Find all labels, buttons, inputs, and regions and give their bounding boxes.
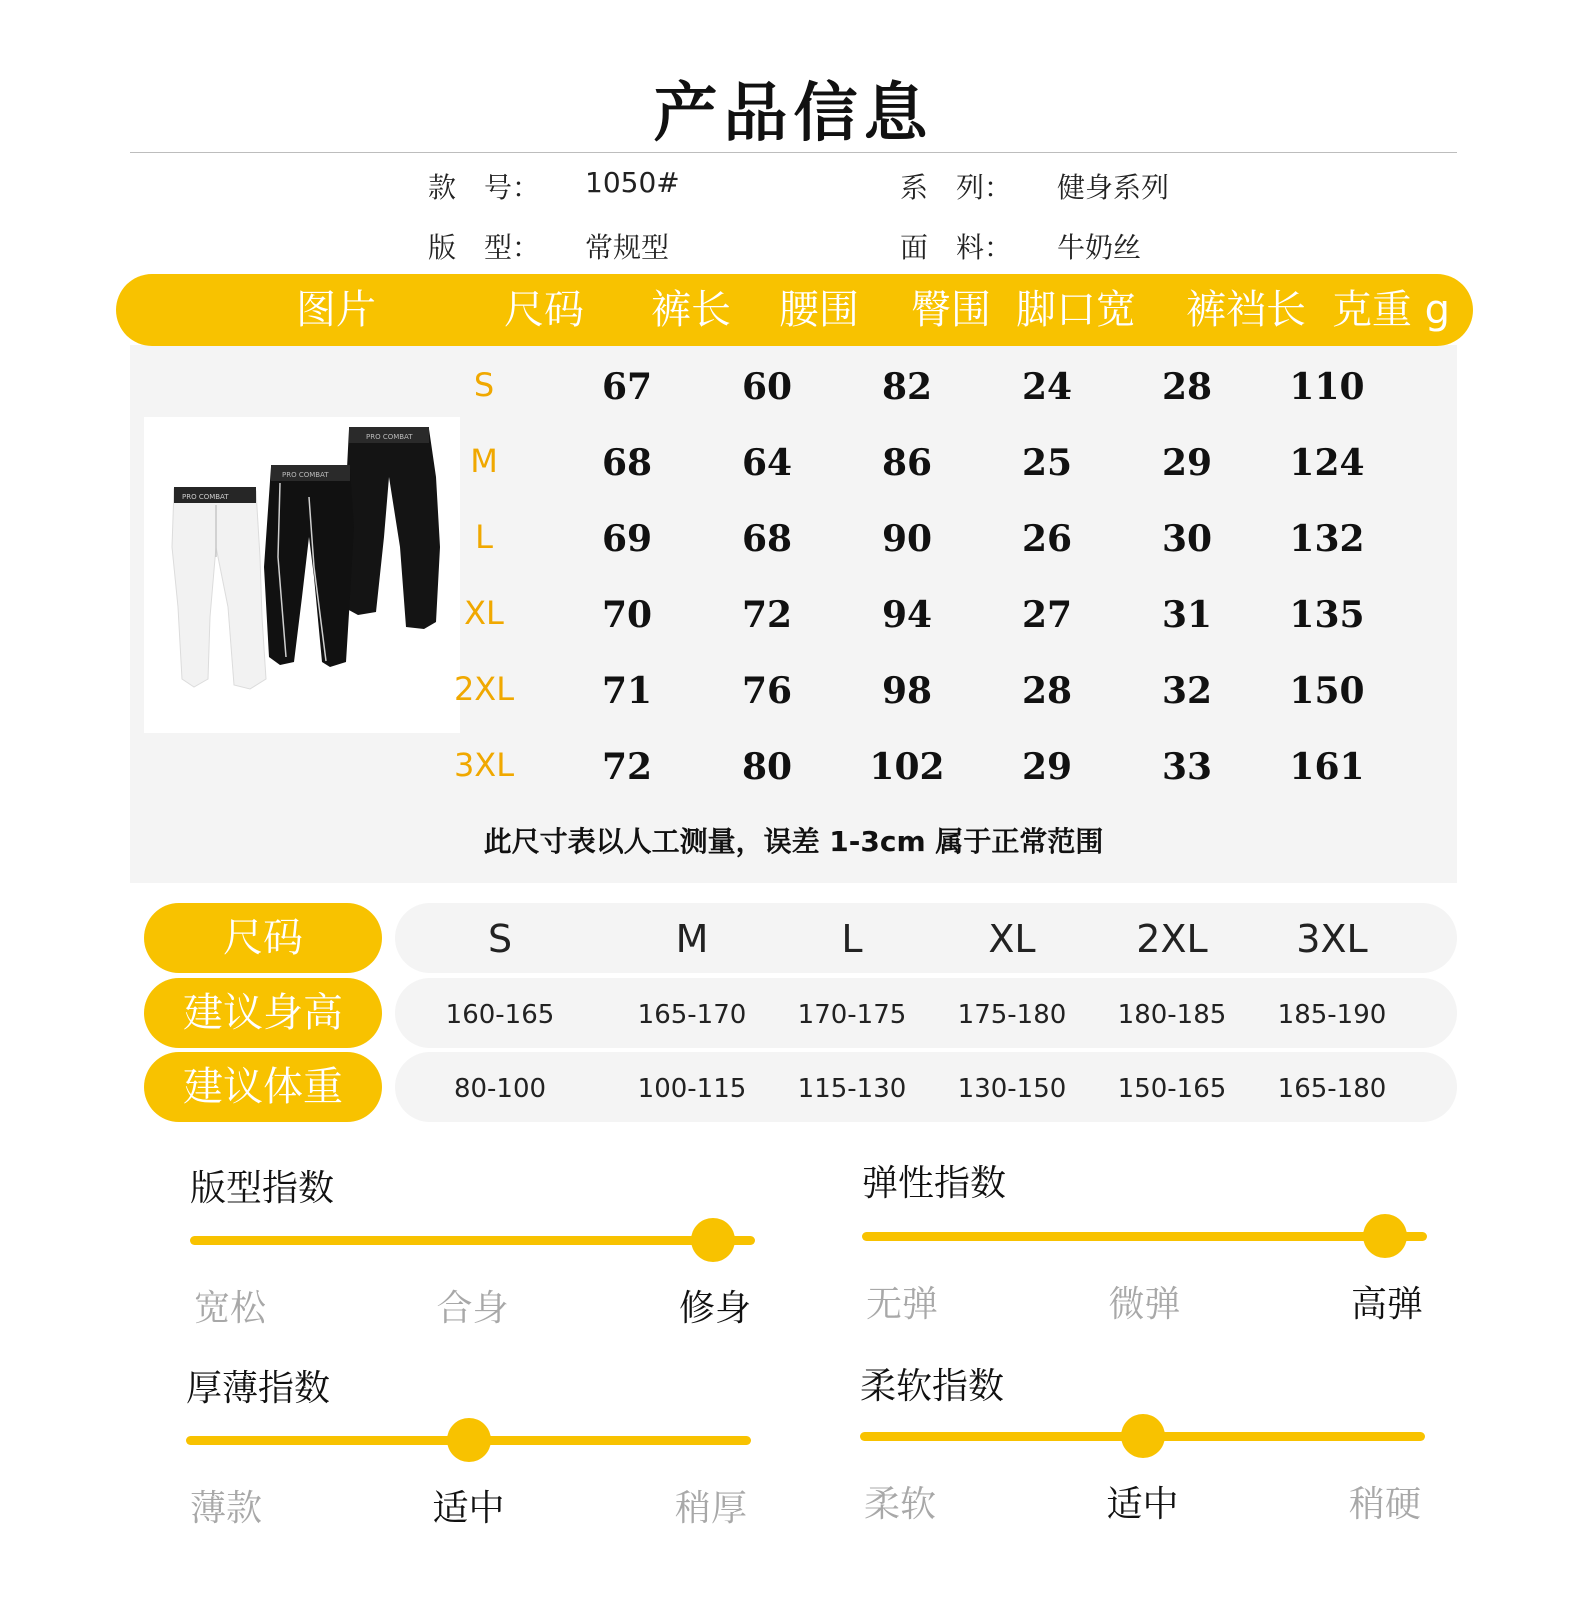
size-value-cell: 33 [1161, 746, 1213, 788]
size-value-cell: 32 [1161, 670, 1213, 712]
header-waist: 腰围 [779, 287, 859, 333]
recommend-size: 3XL [1296, 917, 1368, 961]
size-value-cell: 67 [601, 366, 653, 408]
size-value-cell: 30 [1161, 518, 1213, 560]
size-value-cell: 28 [1161, 366, 1213, 408]
recommend-size: S [487, 917, 513, 961]
size-cell: XL [464, 594, 504, 632]
index-slider-track [862, 1232, 1427, 1241]
header-size: 尺码 [504, 287, 584, 333]
size-value-cell: 31 [1161, 594, 1213, 636]
recommend-weight-label: 建议体重 [144, 1052, 382, 1122]
index-slider-knob [1363, 1214, 1407, 1258]
header-rise: 裤裆长 [1186, 287, 1306, 333]
size-value-cell: 124 [1289, 442, 1365, 484]
size-value-cell: 102 [869, 746, 945, 788]
size-value-cell: 29 [1021, 746, 1073, 788]
size-cell: S [473, 366, 495, 404]
size-cell: 3XL [453, 746, 515, 784]
recommend-height: 175-180 [957, 1000, 1067, 1030]
recommend-weight: 115-130 [797, 1074, 907, 1104]
size-table-header [116, 274, 1473, 346]
series-label: 系 列： [900, 171, 1013, 204]
size-value-cell: 76 [741, 670, 793, 712]
style-no-label: 款 号： [428, 171, 541, 204]
recommend-height: 185-190 [1277, 1000, 1387, 1030]
size-value-cell: 150 [1289, 670, 1365, 712]
size-value-cell: 110 [1289, 366, 1365, 408]
index-option: 稍厚 [674, 1488, 747, 1529]
size-value-cell: 26 [1021, 518, 1073, 560]
index-option: 适中 [432, 1488, 505, 1529]
waistband-print-front: PRO COMBAT [182, 493, 229, 501]
size-value-cell: 68 [741, 518, 793, 560]
product-photo [144, 417, 460, 733]
waistband-print-middle: PRO COMBAT [282, 471, 329, 479]
size-value-cell: 135 [1289, 594, 1365, 636]
index-option: 稍硬 [1348, 1484, 1421, 1525]
size-value-cell: 72 [601, 746, 653, 788]
header-hip: 臀围 [911, 287, 991, 333]
header-leg-opening: 脚口宽 [1016, 287, 1136, 333]
size-value-cell: 94 [881, 594, 933, 636]
title-divider [130, 152, 1457, 153]
index-option: 柔软 [863, 1484, 936, 1525]
size-value-cell: 60 [741, 366, 793, 408]
recommend-weight: 130-150 [957, 1074, 1067, 1104]
size-cell: 2XL [453, 670, 515, 708]
recommend-height: 160-165 [445, 1000, 555, 1030]
index-slider-knob [691, 1218, 735, 1262]
size-value-cell: 90 [881, 518, 933, 560]
size-value-cell: 86 [881, 442, 933, 484]
measurement-note: 此尺寸表以人工测量，误差 1-3cm 属于正常范围 [483, 825, 1104, 858]
index-option: 宽松 [193, 1288, 266, 1329]
index-option: 合身 [436, 1288, 509, 1329]
size-value-cell: 161 [1289, 746, 1365, 788]
index-title: 弹性指数 [862, 1163, 1007, 1204]
size-value-cell: 70 [601, 594, 653, 636]
recommend-weight: 150-165 [1117, 1074, 1227, 1104]
size-value-cell: 25 [1021, 442, 1073, 484]
recommend-height: 165-170 [637, 1000, 747, 1030]
waistband-print-back: PRO COMBAT [366, 433, 413, 441]
size-value-cell: 98 [881, 670, 933, 712]
index-option: 适中 [1106, 1484, 1179, 1525]
size-value-cell: 64 [741, 442, 793, 484]
style-no-value: 1050# [585, 166, 680, 199]
index-title: 版型指数 [190, 1168, 335, 1209]
fabric-label: 面 料： [900, 231, 1013, 264]
size-value-cell: 24 [1021, 366, 1073, 408]
recommend-size: 2XL [1136, 917, 1208, 961]
index-option: 薄款 [189, 1488, 262, 1529]
header-length: 裤长 [651, 287, 731, 333]
index-title: 厚薄指数 [186, 1368, 331, 1409]
series-value: 健身系列 [1057, 171, 1170, 204]
size-cell: M [470, 442, 498, 480]
size-value-cell: 68 [601, 442, 653, 484]
size-cell: L [475, 518, 493, 556]
size-value-cell: 132 [1289, 518, 1365, 560]
recommend-weight: 165-180 [1277, 1074, 1387, 1104]
index-option: 微弹 [1108, 1284, 1181, 1325]
size-value-cell: 80 [741, 746, 793, 788]
fit-label: 版 型： [428, 231, 541, 264]
index-slider-knob [447, 1418, 491, 1462]
index-option: 高弹 [1350, 1284, 1423, 1325]
recommend-height: 180-185 [1117, 1000, 1227, 1030]
index-slider-track [190, 1236, 755, 1245]
fabric-value: 牛奶丝 [1057, 231, 1142, 264]
index-option: 修身 [678, 1288, 751, 1329]
page-title: 产品信息 [653, 77, 934, 151]
size-value-cell: 69 [601, 518, 653, 560]
leggings-illustration [144, 417, 460, 733]
index-title: 柔软指数 [860, 1366, 1005, 1407]
header-photo: 图片 [296, 287, 376, 333]
recommend-size-label: 尺码 [144, 903, 382, 973]
size-value-cell: 28 [1021, 670, 1073, 712]
recommend-height: 170-175 [797, 1000, 907, 1030]
header-weight: 克重 g [1331, 287, 1451, 333]
index-slider-knob [1121, 1414, 1165, 1458]
recommend-size: XL [988, 917, 1036, 961]
size-value-cell: 71 [601, 670, 653, 712]
size-value-cell: 82 [881, 366, 933, 408]
recommend-height-label: 建议身高 [144, 978, 382, 1048]
recommend-size: L [841, 917, 863, 961]
size-value-cell: 27 [1021, 594, 1073, 636]
recommend-weight: 100-115 [637, 1074, 747, 1104]
recommend-size: M [675, 917, 709, 961]
recommend-weight: 80-100 [453, 1074, 547, 1104]
size-value-cell: 72 [741, 594, 793, 636]
index-option: 无弹 [865, 1284, 938, 1325]
size-value-cell: 29 [1161, 442, 1213, 484]
fit-value: 常规型 [585, 231, 670, 264]
